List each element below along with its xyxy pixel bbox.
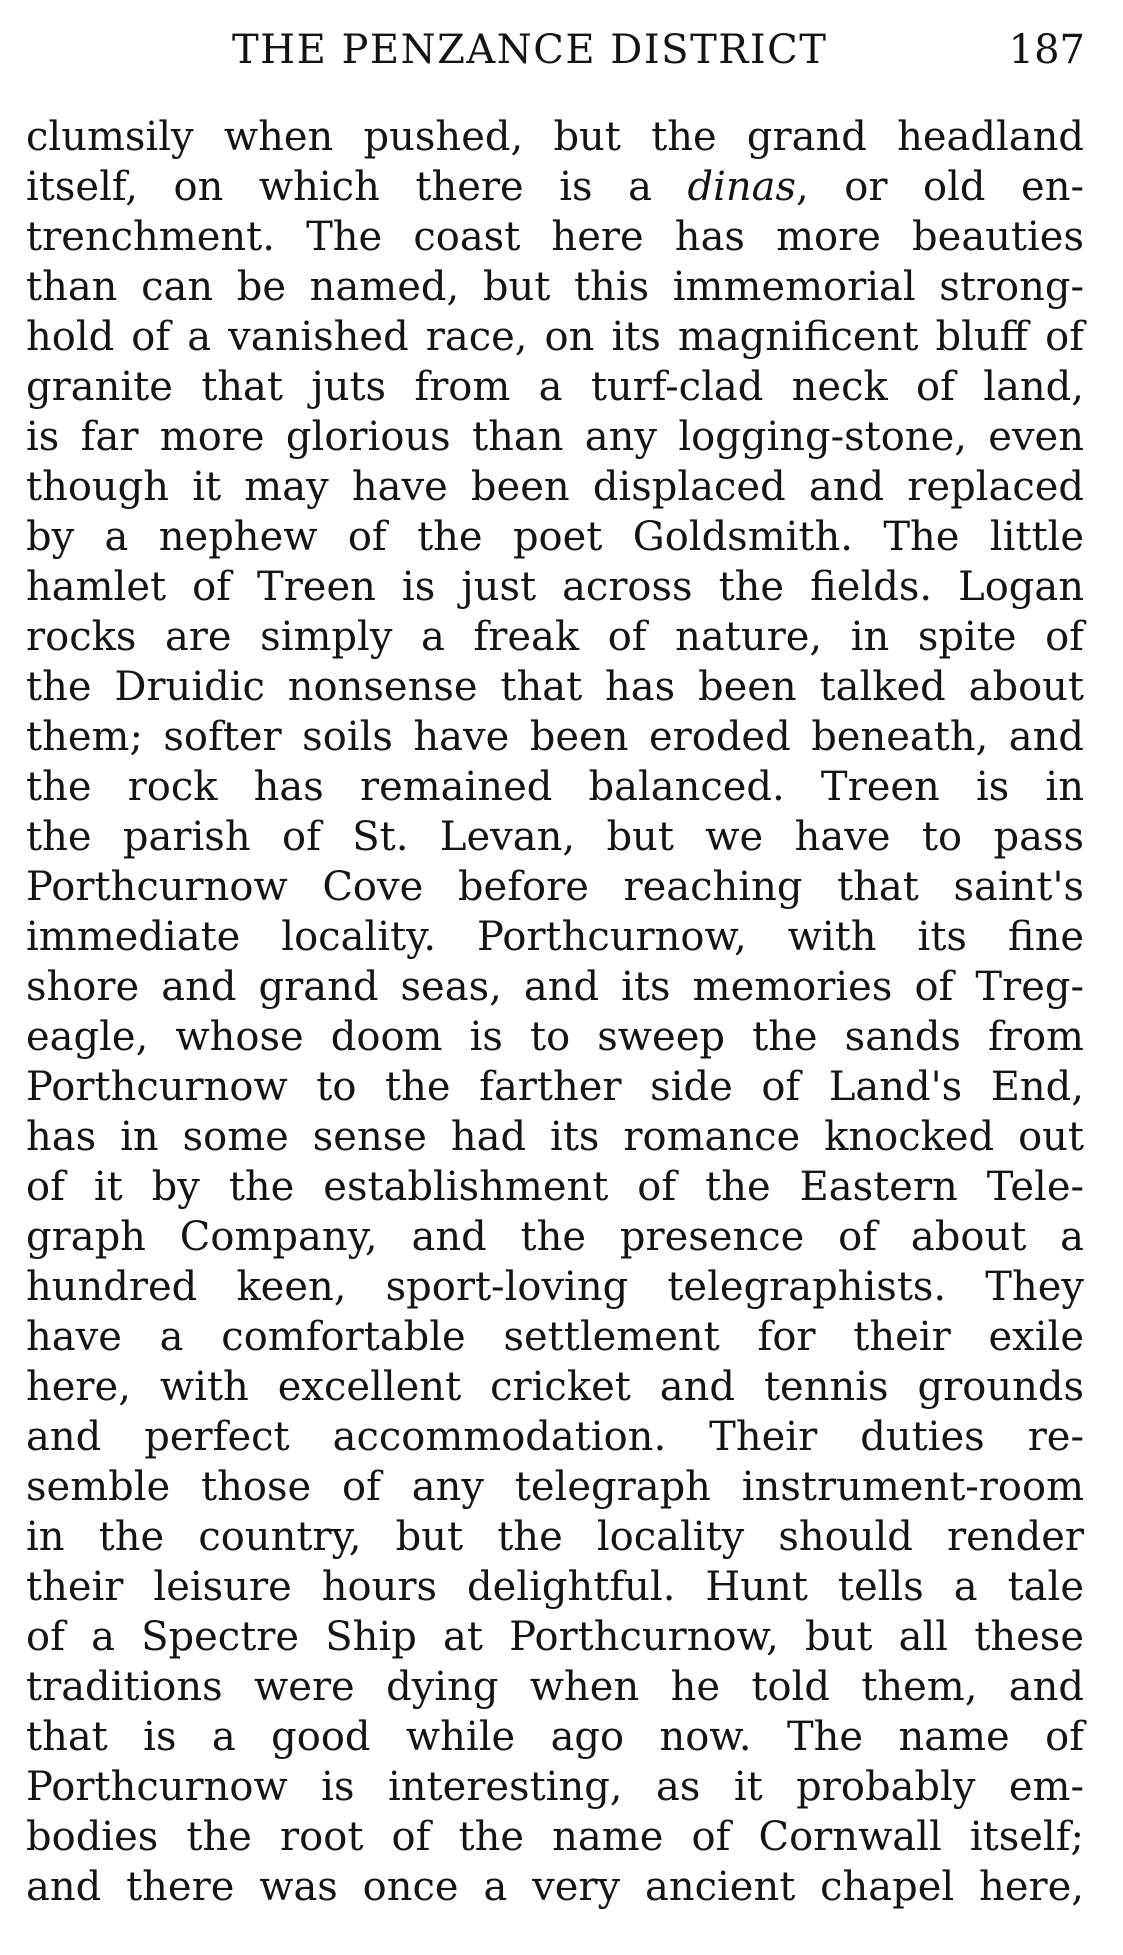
text-line: traditions were dying when he told them, and — [26, 1664, 1084, 1710]
text-line: has in some sense had its romance knocked out — [26, 1114, 1084, 1160]
text-line: of it by the establishment of the Eastern Tele- — [26, 1164, 1084, 1210]
text-line: hundred keen, sport-loving telegraphists. They — [26, 1264, 1084, 1310]
text-line: semble those of any telegraph instrument-room — [26, 1464, 1084, 1510]
text-line: than can be named, but this immemorial strong- — [26, 264, 1084, 310]
text-line: the parish of St. Levan, but we have to pass — [26, 814, 1084, 860]
page-number: 187 — [1008, 27, 1085, 73]
text-line: hamlet of Treen is just across the fields. Logan — [26, 564, 1084, 610]
running-head — [0, 22, 1085, 78]
text-line: and perfect accommodation. Their duties re- — [26, 1414, 1084, 1460]
text-line: though it may have been displaced and replaced — [26, 464, 1084, 510]
text-line: granite that juts from a turf-clad neck of land, — [26, 364, 1084, 410]
text-line: the Druidic nonsense that has been talked about — [26, 664, 1084, 710]
text-line: the rock has remained balanced. Treen is in — [26, 764, 1084, 810]
text-line: hold of a vanished race, on its magnificent bluff of — [26, 314, 1084, 360]
text-line: trenchment. The coast here has more beauties — [26, 214, 1084, 260]
text-segment: itself, on which there is a — [26, 164, 688, 210]
text-line — [26, 162, 1084, 212]
text-line: immediate locality. Porthcurnow, with its fine — [26, 914, 1084, 960]
text-line: in the country, but the locality should render — [26, 1514, 1084, 1560]
text-line: that is a good while ago now. The name of — [26, 1714, 1084, 1760]
text-line: here, with excellent cricket and tennis grounds — [26, 1364, 1084, 1410]
text-line: Porthcurnow Cove before reaching that saint's — [26, 864, 1084, 910]
text-line: Porthcurnow to the farther side of Land's End, — [26, 1064, 1084, 1110]
text-line: by a nephew of the poet Goldsmith. The little — [26, 514, 1084, 560]
text-line: them; softer soils have been eroded beneath, and — [26, 714, 1084, 760]
text-line: their leisure hours delightful. Hunt tells a tale — [26, 1564, 1084, 1610]
text-line: of a Spectre Ship at Porthcurnow, but all these — [26, 1614, 1084, 1660]
text-line: bodies the root of the name of Cornwall itself; — [26, 1814, 1084, 1860]
italic-word: dinas — [687, 164, 797, 210]
text-line: is far more glorious than any logging-stone, even — [26, 414, 1084, 460]
text-segment: , or old en- — [796, 164, 1085, 210]
body-text — [26, 112, 1084, 1912]
text-line: and there was once a very ancient chapel here, — [26, 1864, 1084, 1910]
text-line: graph Company, and the presence of about a — [26, 1214, 1084, 1260]
text-line: have a comfortable settlement for their exile — [26, 1314, 1084, 1360]
text-line: Porthcurnow is interesting, as it probably em- — [26, 1764, 1084, 1810]
text-line: shore and grand seas, and its memories of Treg- — [26, 964, 1084, 1010]
text-line: clumsily when pushed, but the grand headland — [26, 114, 1084, 160]
text-line: rocks are simply a freak of nature, in spite of — [26, 614, 1084, 660]
text-line: eagle, whose doom is to sweep the sands from — [26, 1014, 1084, 1060]
running-title: THE PENZANCE DISTRICT — [232, 27, 828, 73]
